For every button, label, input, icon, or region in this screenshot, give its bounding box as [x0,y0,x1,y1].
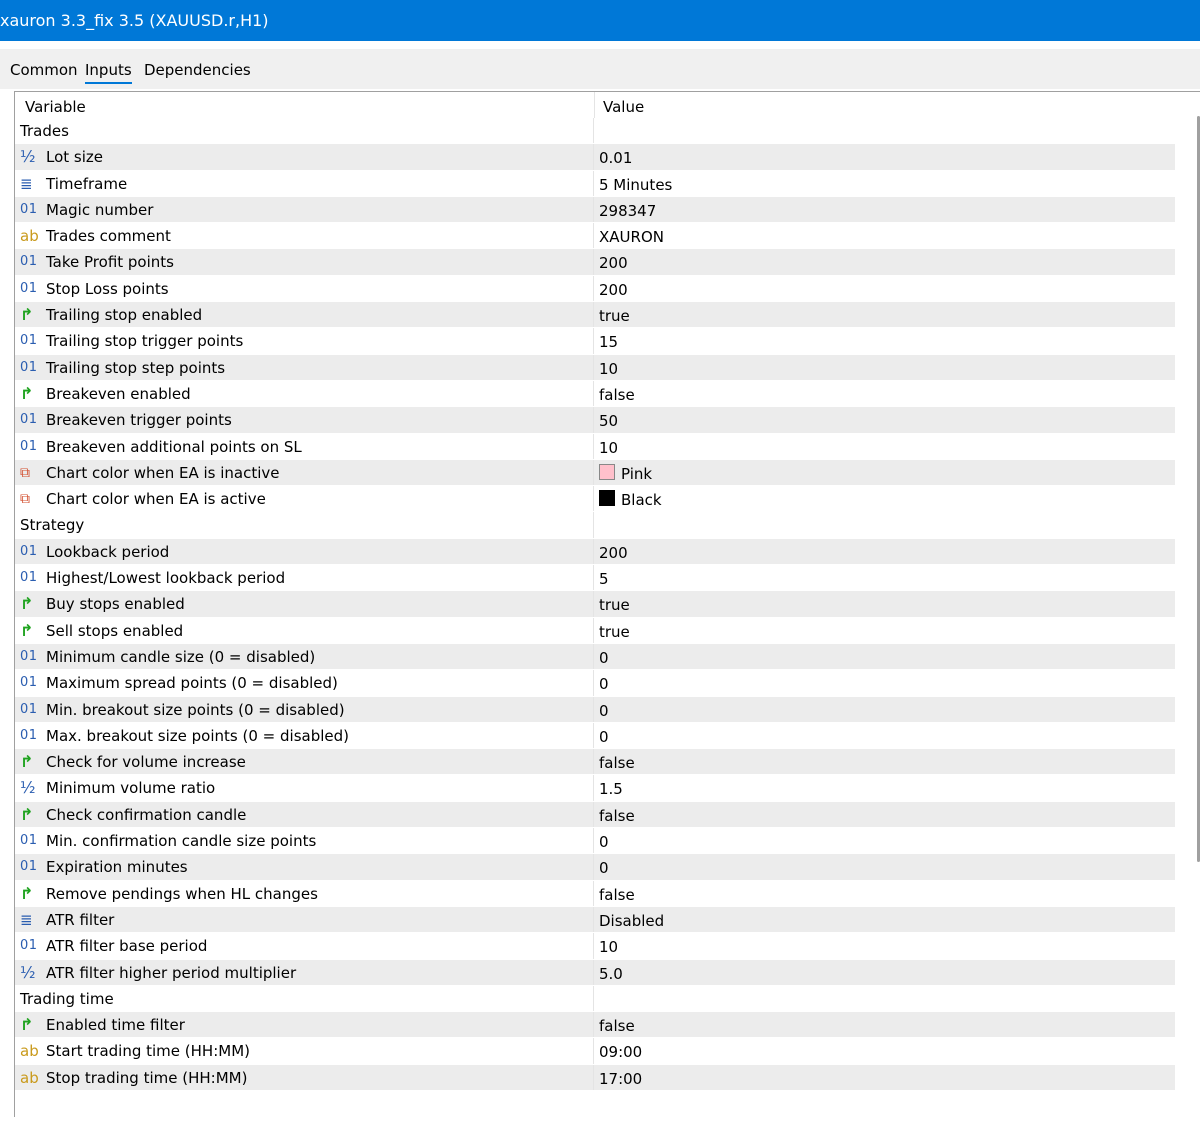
input-row[interactable] [15,486,1175,512]
column-header-value[interactable]: Value [603,98,645,116]
input-row[interactable] [15,1012,1175,1038]
section-label: Strategy [20,516,85,535]
value-text: false [599,885,635,904]
input-row[interactable] [15,618,1175,644]
value-cell[interactable] [595,960,1175,985]
variable-cell[interactable] [15,854,594,879]
int-icon: 01 [20,412,38,428]
variable-label: Min. breakout size points (0 = disabled) [46,700,345,719]
vertical-scrollbar[interactable] [1187,92,1200,1117]
bool-icon: ↱ [20,305,34,325]
value-cell[interactable] [595,355,1175,380]
input-row[interactable] [15,381,1175,407]
value-cell[interactable] [595,171,1175,196]
tab-strip [0,49,1200,89]
variable-label: Max. breakout size points (0 = disabled) [46,726,349,745]
input-row[interactable] [15,723,1175,749]
variable-cell[interactable] [15,276,594,301]
input-row[interactable] [15,749,1175,775]
int-icon: 01 [20,543,38,559]
value-text: true [599,596,630,615]
variable-cell[interactable] [15,355,594,380]
value-cell[interactable] [595,749,1175,774]
int-icon: 01 [20,675,38,691]
input-row[interactable] [15,591,1175,617]
value-text: 15 [599,333,619,352]
value-cell[interactable] [595,881,1175,906]
double-icon: ½ [20,778,36,798]
input-row[interactable] [15,197,1175,223]
section-var-cell [15,118,594,143]
input-row[interactable] [15,644,1175,670]
variable-cell[interactable] [15,644,594,669]
int-icon: 01 [20,280,38,296]
variable-cell[interactable] [15,249,594,274]
value-cell[interactable] [595,197,1175,222]
input-row[interactable] [15,697,1175,723]
section-label: Trading time [20,989,114,1008]
color-swatch [599,464,615,480]
variable-cell[interactable] [15,1065,594,1090]
variable-label: Expiration minutes [46,858,188,877]
int-icon: 01 [20,859,38,875]
variable-label: Sell stops enabled [46,621,184,640]
value-cell[interactable] [595,828,1175,853]
variable-label: Timeframe [46,174,128,193]
int-icon: 01 [20,254,38,270]
input-row[interactable] [15,434,1175,460]
bool-icon: ↱ [20,1015,34,1035]
variable-cell[interactable] [15,907,594,932]
variable-label: Lot size [46,148,104,167]
input-row[interactable] [15,302,1175,328]
variable-label: Check for volume increase [46,753,246,772]
enum-icon: ≣ [20,174,33,193]
section-header-row[interactable] [15,986,1175,1012]
tab-common[interactable]: Common [10,61,78,79]
tab-inputs[interactable]: Inputs [85,61,132,79]
variable-label: Trailing stop enabled [46,306,203,325]
double-icon: ½ [20,962,36,982]
bool-icon: ↱ [20,620,34,640]
input-row[interactable] [15,802,1175,828]
value-cell[interactable] [595,723,1175,748]
variable-label: Chart color when EA is active [46,490,266,509]
variable-label: Breakeven trigger points [46,411,232,430]
value-text: 5.0 [599,964,623,983]
value-text: 17:00 [599,1069,643,1088]
value-text: 200 [599,543,628,562]
input-row[interactable] [15,933,1175,959]
double-icon: ½ [20,147,36,167]
input-row[interactable] [15,565,1175,591]
bool-icon: ↱ [20,383,34,403]
variable-label: Breakeven additional points on SL [46,437,302,456]
input-row[interactable] [15,355,1175,381]
int-icon: 01 [20,648,38,664]
value-cell[interactable] [595,276,1175,301]
variable-label: Trades comment [46,227,171,246]
value-text: false [599,806,635,825]
value-cell[interactable] [595,1065,1175,1090]
variable-cell[interactable] [15,960,594,985]
value-text: 0 [599,648,609,667]
input-row[interactable] [15,907,1175,933]
value-text: 200 [599,280,628,299]
value-text: 0 [599,727,609,746]
window-title: xauron 3.3_fix 3.5 (XAUUSD.r,H1) [0,11,269,30]
grid-header [15,92,1175,119]
value-cell[interactable] [595,249,1175,274]
variable-cell[interactable] [15,591,594,616]
value-text: 5 [599,570,609,589]
int-icon: 01 [20,201,38,217]
variable-cell[interactable] [15,171,594,196]
variable-cell[interactable] [15,407,594,432]
int-icon: 01 [20,833,38,849]
variable-cell[interactable] [15,1038,594,1063]
section-header-row[interactable] [15,512,1175,538]
inputs-grid [14,91,1200,1117]
title-bar[interactable] [0,0,1200,41]
variable-cell[interactable] [15,749,594,774]
column-header-variable[interactable]: Variable [25,98,86,116]
variable-cell[interactable] [15,434,594,459]
value-cell[interactable] [595,460,1175,485]
value-text: 5 Minutes [599,175,673,194]
value-cell[interactable] [595,697,1175,722]
bool-icon: ↱ [20,752,34,772]
value-text: 0.01 [599,149,633,168]
variable-label: Magic number [46,200,154,219]
value-cell[interactable] [595,775,1175,800]
section-var-cell [15,512,594,537]
variable-cell[interactable] [15,1012,594,1037]
int-icon: 01 [20,570,38,586]
variable-cell[interactable] [15,933,594,958]
variable-label: ATR filter higher period multiplier [46,963,297,982]
int-icon: 01 [20,333,38,349]
dialog-content [0,41,1200,1131]
int-icon: 01 [20,938,38,954]
input-row[interactable] [15,1038,1175,1064]
variable-label: Check confirmation candle [46,805,247,824]
input-row[interactable] [15,328,1175,354]
variable-cell[interactable] [15,670,594,695]
value-text: true [599,622,630,641]
variable-cell[interactable] [15,775,594,800]
value-text: 0 [599,675,609,694]
enum-icon: ≣ [20,910,33,929]
variable-cell[interactable] [15,328,594,353]
bool-icon: ↱ [20,883,34,903]
section-header-row[interactable] [15,118,1175,144]
value-text: false [599,1017,635,1036]
variable-label: Highest/Lowest lookback period [46,569,286,588]
string-icon: ab [20,1068,39,1087]
variable-cell[interactable] [15,223,594,248]
value-cell[interactable] [595,565,1175,590]
value-cell[interactable] [595,933,1175,958]
input-row[interactable] [15,249,1175,275]
variable-label: Breakeven enabled [46,384,191,403]
value-text: 200 [599,254,628,273]
value-text: 10 [599,938,619,957]
int-icon: 01 [20,359,38,375]
value-text: false [599,754,635,773]
variable-label: Trailing stop trigger points [46,332,244,351]
input-row[interactable] [15,670,1175,696]
int-icon: 01 [20,438,38,454]
value-cell[interactable] [595,1038,1175,1063]
variable-cell[interactable] [15,618,594,643]
value-text: true [599,307,630,326]
variable-cell[interactable] [15,802,594,827]
variable-label: Enabled time filter [46,1016,185,1035]
variable-label: Minimum volume ratio [46,779,216,798]
input-row[interactable] [15,828,1175,854]
input-row[interactable] [15,171,1175,197]
bool-icon: ↱ [20,804,34,824]
value-cell[interactable] [595,381,1175,406]
value-cell[interactable] [595,907,1175,932]
variable-cell[interactable] [15,460,594,485]
value-cell[interactable] [595,1012,1175,1037]
variable-label: Take Profit points [46,253,174,272]
variable-label: Lookback period [46,542,170,561]
input-row[interactable] [15,144,1175,170]
variable-label: Remove pendings when HL changes [46,884,318,903]
input-row[interactable] [15,775,1175,801]
value-cell[interactable] [595,407,1175,432]
variable-label: Trailing stop step points [46,358,226,377]
variable-label: Min. confirmation candle size points [46,832,317,851]
input-row[interactable] [15,539,1175,565]
value-text: 1.5 [599,780,623,799]
column-divider[interactable] [594,92,595,118]
value-cell[interactable] [595,670,1175,695]
value-cell[interactable] [595,302,1175,327]
int-icon: 01 [20,701,38,717]
variable-cell[interactable] [15,565,594,590]
value-text: 0 [599,833,609,852]
value-cell[interactable] [595,539,1175,564]
variable-cell[interactable] [15,539,594,564]
value-cell[interactable] [595,486,1175,511]
value-cell[interactable] [595,328,1175,353]
int-icon: 01 [20,727,38,743]
variable-cell[interactable] [15,723,594,748]
value-text: 0 [599,859,609,878]
value-text: 10 [599,438,619,457]
color-icon: ⧉ [20,491,30,508]
variable-cell[interactable] [15,486,594,511]
value-text: XAURON [599,228,664,247]
variable-cell[interactable] [15,881,594,906]
value-text: false [599,385,635,404]
variable-label: Stop trading time (HH:MM) [46,1068,248,1087]
value-text: Pink [621,464,653,483]
value-cell[interactable] [595,591,1175,616]
variable-cell[interactable] [15,144,594,169]
input-row[interactable] [15,960,1175,986]
variable-label: Buy stops enabled [46,595,185,614]
variable-cell[interactable] [15,197,594,222]
value-cell[interactable] [595,854,1175,879]
input-row[interactable] [15,460,1175,486]
input-row[interactable] [15,407,1175,433]
section-label: Trades [20,122,69,140]
variable-label: Maximum spread points (0 = disabled) [46,674,338,693]
value-cell[interactable] [595,144,1175,169]
value-cell[interactable] [595,223,1175,248]
variable-label: Stop Loss points [46,279,169,298]
grid-rows [15,118,1175,1091]
variable-label: Chart color when EA is inactive [46,463,280,482]
variable-label: Start trading time (HH:MM) [46,1042,250,1061]
bool-icon: ↱ [20,594,34,614]
variable-label: Minimum candle size (0 = disabled) [46,647,316,666]
value-text: 50 [599,412,619,431]
input-row[interactable] [15,854,1175,880]
variable-cell[interactable] [15,302,594,327]
input-row[interactable] [15,881,1175,907]
variable-cell[interactable] [15,381,594,406]
value-cell[interactable] [595,434,1175,459]
tab-dependencies[interactable]: Dependencies [144,61,251,79]
color-swatch [599,490,615,506]
color-icon: ⧉ [20,464,30,481]
input-row[interactable] [15,276,1175,302]
variable-label: ATR filter [46,910,115,929]
value-cell[interactable] [595,644,1175,669]
value-text: 0 [599,701,609,720]
variable-cell[interactable] [15,697,594,722]
value-cell[interactable] [595,618,1175,643]
string-icon: ab [20,227,39,246]
input-row[interactable] [15,223,1175,249]
value-text: Black [621,491,662,510]
value-text: 298347 [599,201,657,220]
string-icon: ab [20,1042,39,1061]
value-text: 09:00 [599,1043,643,1062]
variable-cell[interactable] [15,828,594,853]
variable-label: ATR filter base period [46,937,208,956]
value-cell[interactable] [595,802,1175,827]
value-text: Disabled [599,911,665,930]
input-row[interactable] [15,1065,1175,1091]
value-text: 10 [599,359,619,378]
section-var-cell [15,986,594,1011]
